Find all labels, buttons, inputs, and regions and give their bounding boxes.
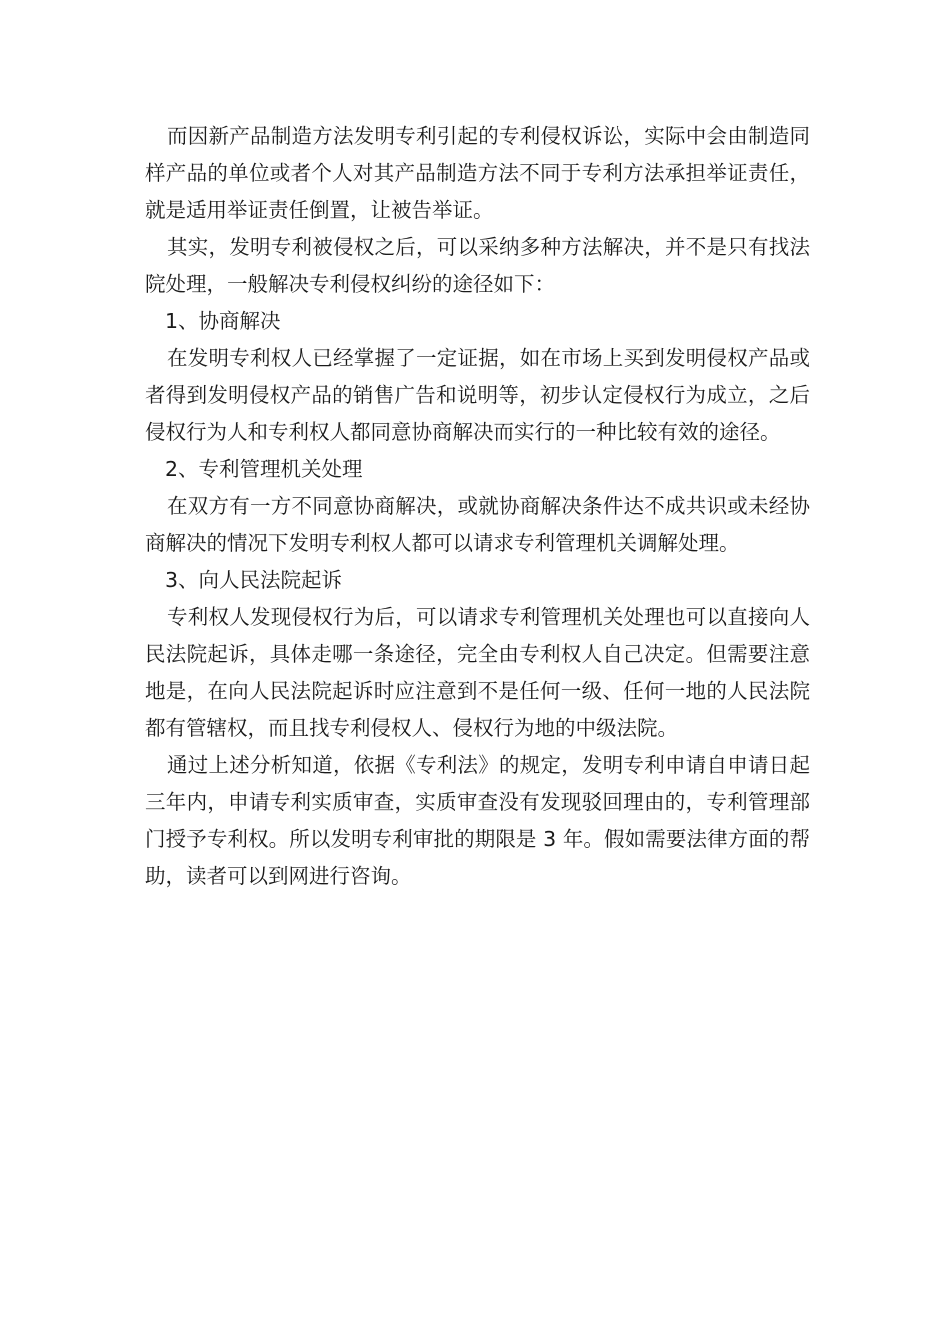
section-heading-negotiation: 1、协商解决 — [165, 309, 281, 333]
intro-paragraph-2: 其实，发明专利被侵权之后，可以采纳多种方法解决，并不是只有找法院处理，一般解决专利侵权纠纷的途径如下： — [145, 235, 810, 296]
section-body-court: 专利权人发现侵权行为后，可以请求专利管理机关处理也可以直接向人民法院起诉，具体走哪一条途径，完全由专利权人自己决定。但需要注意地是，在向人民法院起诉时应注意到不是任何一级、任何一地的人民法院都有管辖权，而且找专利侵权人、侵权行为地的中级法院。 — [145, 605, 810, 740]
conclusion-paragraph: 通过上述分析知道，依据《专利法》的规定，发明专利申请自申请日起三年内，申请专利实质审查，实质审查没有发现驳回理由的，专利管理部门授予专利权。所以发明专利审批的期限是 3 年。假如需要法律方面的帮助，读者可以到网进行咨询。 — [145, 753, 810, 888]
section-body-patent-authority: 在双方有一方不同意协商解决，或就协商解决条件达不成共识或未经协商解决的情况下发明专利权人都可以请求专利管理机关调解处理。 — [145, 494, 810, 555]
intro-paragraph-1: 而因新产品制造方法发明专利引起的专利侵权诉讼，实际中会由制造同样产品的单位或者个人对其产品制造方法不同于专利方法承担举证责任，就是适用举证责任倒置，让被告举证。 — [145, 124, 810, 222]
section-heading-court: 3、向人民法院起诉 — [165, 568, 343, 592]
section-body-negotiation: 在发明专利权人已经掌握了一定证据，如在市场上买到发明侵权产品或者得到发明侵权产品的销售广告和说明等，初步认定侵权行为成立，之后侵权行为人和专利权人都同意协商解决而实行的一种比较有效的途径。 — [145, 346, 810, 444]
section-heading-patent-authority: 2、专利管理机关处理 — [165, 457, 363, 481]
document-body — [145, 118, 810, 895]
